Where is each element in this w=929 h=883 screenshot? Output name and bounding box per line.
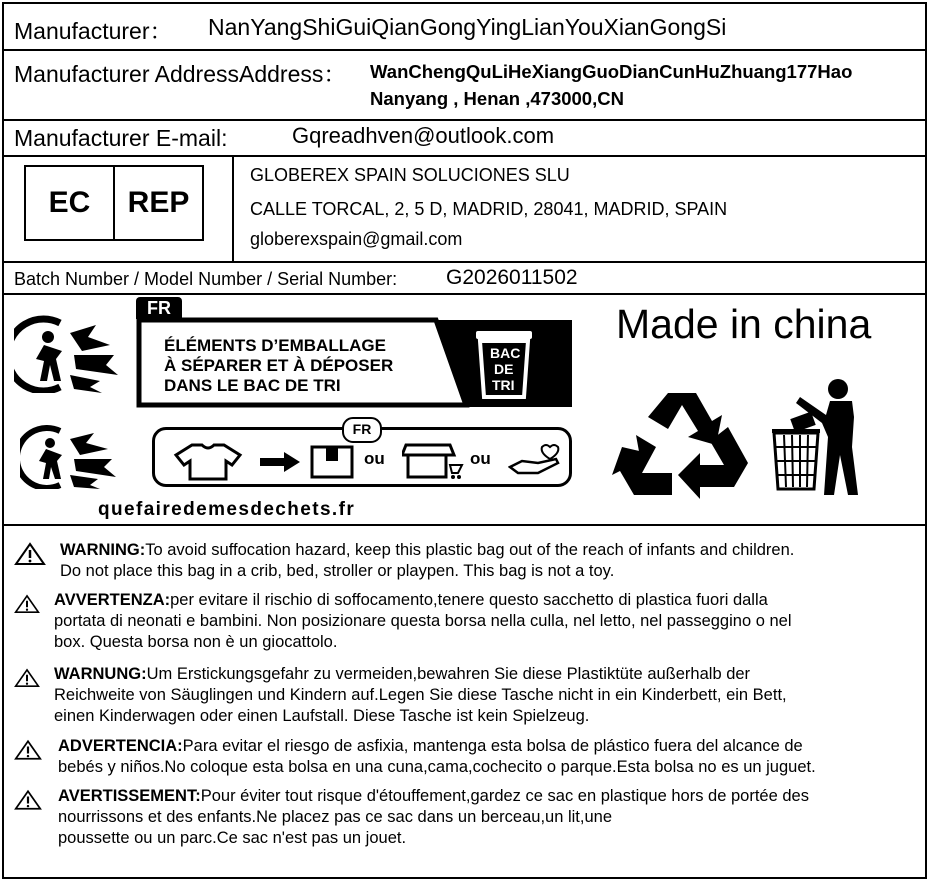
product-label — [2, 2, 927, 879]
or-text-2: ou — [470, 449, 491, 468]
parcel-icon — [308, 441, 356, 479]
warning-de-line-3: einen Kinderwagen oder einen Laufstall. Diese Tasche ist kein Spielzeug. — [54, 707, 590, 725]
warning-it-title: AVVERTENZA: — [54, 591, 171, 609]
warning-triangle-icon — [14, 788, 42, 812]
warning-en-line-1: To avoid suffocation hazard, keep this plastic bag out of the reach of infants and children. — [145, 541, 795, 559]
warnings-section — [4, 526, 925, 877]
fr-badge-top: FR — [136, 297, 182, 319]
manufacturer-row — [4, 4, 925, 51]
ec-rep-company: GLOBEREX SPAIN SOLUCIONES SLU — [250, 165, 570, 185]
warning-es-line-2: bebés y niños.No coloque esta bolsa en una cuna,cama,cochecito o parque.Esta bolsa no es un juguet. — [58, 758, 816, 776]
warning-de — [14, 664, 917, 727]
recycle-icon — [612, 389, 752, 501]
batch-label: Batch Number / Model Number / Serial Number: — [14, 269, 398, 289]
arrow-right-icon — [258, 451, 302, 473]
warning-it — [14, 590, 917, 653]
manufacturer-value: NanYangShiGuiQianGongYingLianYouXianGongSi — [208, 14, 727, 40]
website-text: quefairedemesdechets.fr — [98, 499, 356, 520]
tshirt-icon — [172, 441, 244, 481]
donation-hand-icon — [508, 443, 564, 477]
ec-rep-address: CALLE TORCAL, 2, 5 D, MADRID, 28041, MADRID, SPAIN — [250, 199, 728, 219]
made-in-text: Made in china — [616, 301, 872, 347]
manufacturer-label: Manufacturer： — [14, 18, 173, 44]
warning-triangle-icon — [14, 542, 46, 566]
triman-icon-2 — [20, 425, 130, 489]
address-line-1: WanChengQuLiHeXiangGuoDianCunHuZhuang177Hao — [370, 61, 853, 82]
email-value: Gqreadhven@outlook.com — [292, 123, 555, 148]
warning-fr-line-2: nourrissons et des enfants.Ne placez pas ce sac dans un berceau,un lit,une — [58, 808, 613, 826]
ec-rep-symbol — [24, 165, 204, 241]
ec-rep-row — [4, 157, 925, 263]
warning-es-line-1: Para evitar el riesgo de asfixia, mantenga esta bolsa de plástico fuera del alcance de — [182, 737, 803, 755]
warning-triangle-icon — [14, 666, 40, 690]
warning-fr-line-3: poussette ou un parc.Ce sac n'est pas un jouet. — [58, 829, 407, 847]
ec-text: EC — [48, 186, 91, 219]
batch-row — [4, 263, 925, 295]
tidyman-icon — [768, 377, 880, 499]
shop-icon — [402, 441, 466, 481]
fr-badge-bottom: FR — [342, 417, 382, 443]
warning-it-line-2: portata di neonati e bambini. Non posizionare questa borsa nella culla, nel letto, nel passeggino o nel — [54, 612, 792, 630]
warning-es-title: ADVERTENCIA: — [58, 737, 183, 755]
triman-icon — [14, 315, 124, 393]
ec-rep-divider — [232, 157, 234, 261]
bin-text-3: TRI — [492, 377, 515, 393]
bin-text-2: DE — [494, 361, 514, 377]
warning-fr-title: AVERTISSEMENT: — [58, 787, 201, 805]
packaging-line-3: DANS LE BAC DE TRI — [164, 376, 341, 395]
batch-value: G2026011502 — [446, 266, 578, 289]
or-text-1: ou — [364, 449, 385, 468]
rep-text: REP — [113, 167, 202, 239]
ec-rep-email: globerexspain@gmail.com — [250, 229, 463, 249]
warning-it-line-3: box. Questa borsa non è un giocattolo. — [54, 633, 338, 651]
address-line-2: Nanyang , Henan ,473000,CN — [370, 88, 624, 109]
warning-de-title: WARNUNG: — [54, 665, 147, 683]
warning-en-line-2: Do not place this bag in a crib, bed, stroller or playpen. This bag is not a toy. — [60, 562, 615, 580]
warning-es — [14, 736, 917, 778]
warning-triangle-icon — [14, 592, 40, 616]
warning-de-line-1: Um Erstickungsgefahr zu vermeiden,bewahren Sie diese Plastiktüte außerhalb der — [146, 665, 751, 683]
symbols-row — [4, 295, 925, 526]
warning-en — [14, 540, 917, 582]
warning-fr — [14, 786, 917, 849]
bin-text-1: BAC — [490, 345, 521, 361]
packaging-line-2: À SÉPARER ET À DÉPOSER — [164, 356, 394, 375]
warning-it-line-1: per evitare il rischio di soffocamento,tenere questo sacchetto di plastica fuori dalla — [170, 591, 768, 609]
email-row — [4, 121, 925, 157]
address-label: Manufacturer AddressAddress： — [14, 61, 347, 87]
warning-triangle-icon — [14, 738, 42, 762]
address-row — [4, 51, 925, 121]
warning-de-line-2: Reichweite von Säuglingen und Kindern auf.Legen Sie diese Tasche nicht in ein Kinderbett, ein Bett, — [54, 686, 787, 704]
packaging-line-1: ÉLÉMENTS D’EMBALLAGE — [164, 336, 386, 355]
email-label: Manufacturer E-mail: — [14, 125, 228, 151]
warning-fr-line-1: Pour éviter tout risque d'étouffement,gardez ce sac en plastique hors de portée des — [200, 787, 809, 805]
warning-en-title: WARNING: — [60, 541, 146, 559]
